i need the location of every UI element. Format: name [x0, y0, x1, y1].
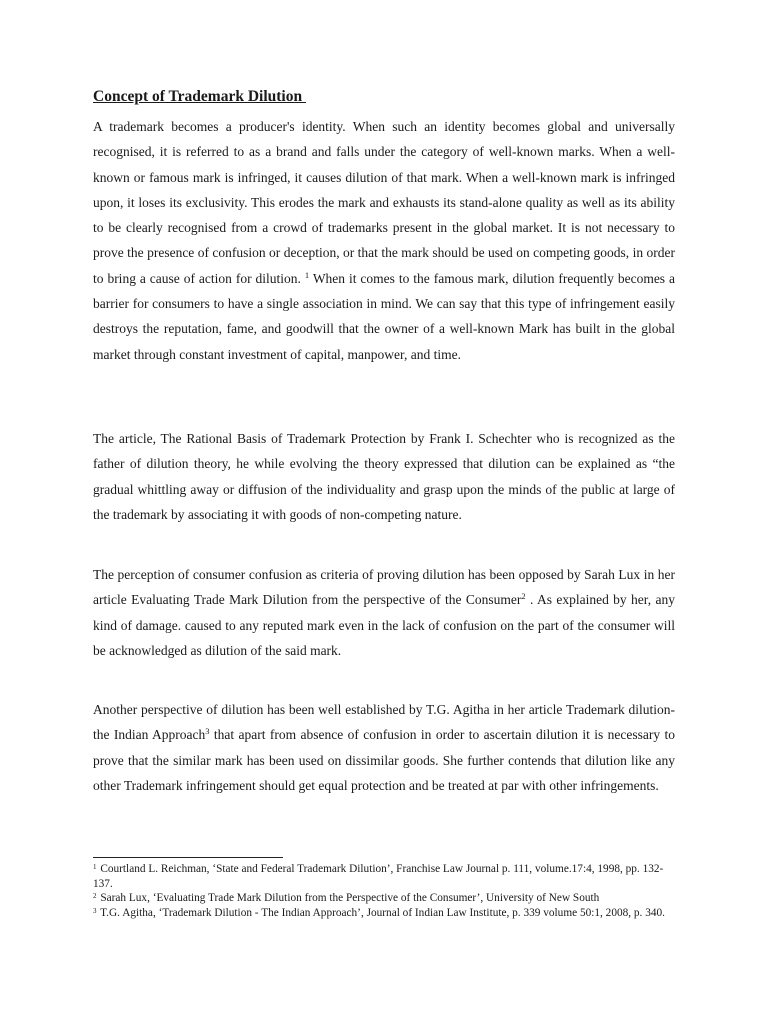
footnote-text: Courtland L. Reichman, ‘State and Federal Trademark Dilution’, Franchise Law Journal p. 111, volume.17:4, 1998, pp. 132-137.	[93, 863, 664, 890]
footnote	[93, 862, 683, 891]
footnotes	[93, 862, 683, 920]
paragraph-text: . As explained by her, any kind of damage. caused to any reputed mark even in the lack of confusion on the part of the consumer will be acknowledged as dilution of the said mark.	[93, 592, 675, 658]
footnote-separator	[93, 857, 283, 858]
footnote	[93, 906, 683, 921]
footnote-text: Sarah Lux, ‘Evaluating Trade Mark Dilution from the Perspective of the Consumer’, University of New South	[100, 892, 600, 905]
paragraph	[93, 562, 675, 663]
footnote-reference: 2	[521, 591, 526, 602]
footnote-text: T.G. Agitha, ‘Trademark Dilution - The Indian Approach’, Journal of Indian Law Institute, p. 339 volume 50:1, 2008, p. 340.	[100, 906, 665, 919]
footnote-number: 2	[93, 892, 97, 901]
paragraph-text: A trademark becomes a producer's identity. When such an identity becomes global and universally recognised, it is referred to as a brand and falls under the category of well-known marks. When a well-known or famous mark is infringed, it causes dilution of that mark. When a well-known mark is infringed upon, it loses its exclusivity. This erodes the mark and exhausts its stand-alone quality as well as its ability to be clearly recognised from a crowd of trademarks present in the global market. It is not necessary to prove the presence of confusion or deception, or that the mark should be used on competing goods, in order to bring a cause of action for dilution.	[93, 119, 675, 286]
paragraph-text: The perception of consumer confusion as criteria of proving dilution has been opposed by Sarah Lux in her article Evaluating Trade Mark Dilution from the perspective of the Consumer	[93, 567, 675, 608]
paragraph	[93, 697, 675, 798]
footnote	[93, 891, 683, 906]
paragraph-text: that apart from absence of confusion in order to ascertain dilution it is necessary to prove that the similar mark has been used on dissimilar goods. She further contends that dilution like any other Trademark infringement should get equal protection and be treated at par with other infringements.	[93, 727, 676, 793]
paragraph-text: The article, The Rational Basis of Trademark Protection by Frank I. Schechter who is recognized as the father of dilution theory, he while evolving the theory expressed that dilution can be explained as “the gradual whittling away or diffusion of the individuality and grasp upon the minds of the public at large of the trademark by associating it with goods of non-competing nature.	[93, 431, 675, 522]
section-title: Concept of Trademark Dilution	[93, 88, 306, 105]
footnote-number: 3	[93, 906, 97, 915]
paragraph	[93, 426, 675, 527]
paragraph	[93, 114, 675, 367]
footnote-number: 1	[93, 863, 97, 871]
footnote-reference: 1	[304, 269, 310, 280]
paragraph-text: Another perspective of dilution has been well established by T.G. Agitha in her article Trademark dilution- the Indian Approach	[93, 702, 675, 743]
paragraph-text: When it comes to the famous mark, dilution frequently becomes a barrier for consumers to have a single association in mind. We can say that this type of infringement easily destroys the reputation, fame, and goodwill that the owner of a well-known Mark has built in the global market through constant investment of capital, manpower, and time.	[93, 270, 675, 362]
footnote-reference: 3	[205, 726, 210, 737]
